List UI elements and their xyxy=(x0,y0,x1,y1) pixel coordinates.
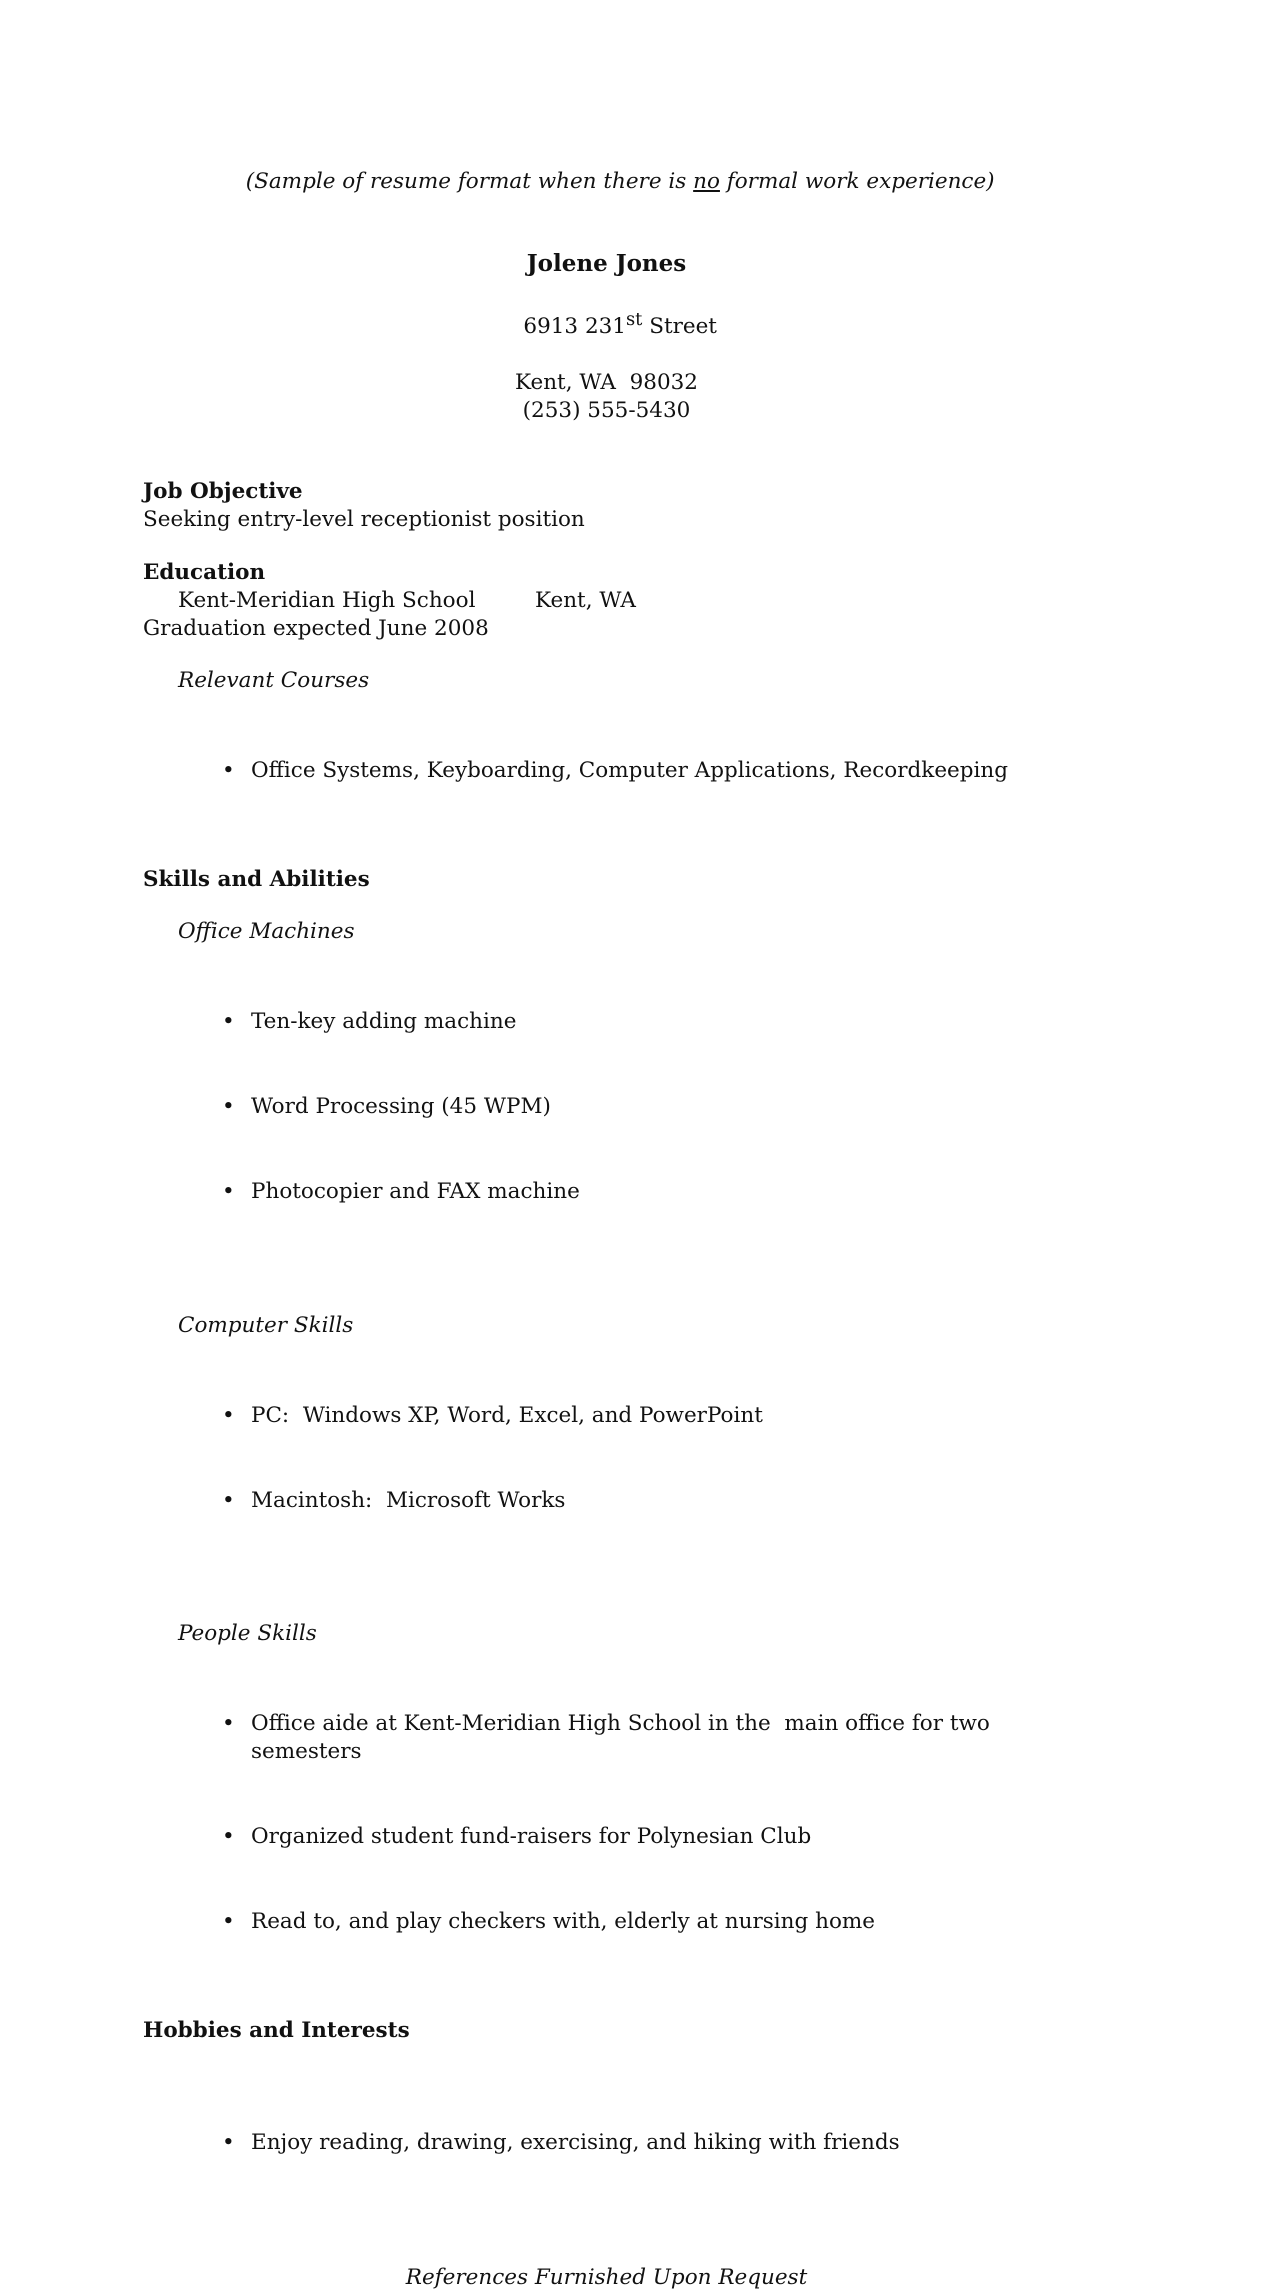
job-objective-text: Seeking entry-level receptionist position xyxy=(143,507,585,533)
list-item-text: Macintosh: Microsoft Works xyxy=(251,1488,566,1514)
list-item xyxy=(143,1710,1070,1766)
list-item-text: Read to, and play checkers with, elderly at nursing home xyxy=(251,1909,876,1935)
list-item xyxy=(143,2129,1070,2157)
phone-number: (253) 555-5430 xyxy=(522,398,691,424)
sample-note xyxy=(143,140,1070,224)
bullet-icon: • xyxy=(222,1488,235,1514)
sample-note-prefix: (Sample of resume format when there is xyxy=(245,169,694,194)
computer-skills-list xyxy=(143,1346,1070,1571)
street-name: Street xyxy=(642,314,717,340)
bullet-icon: • xyxy=(222,1094,235,1120)
city-state-zip: Kent, WA 98032 xyxy=(515,370,698,396)
sample-note-suffix: formal work experience) xyxy=(719,169,995,194)
bullet-icon: • xyxy=(222,1824,235,1850)
list-item xyxy=(143,1402,1070,1430)
list-item-text: PC: Windows XP, Word, Excel, and PowerPoint xyxy=(251,1403,763,1429)
sample-note-underlined-word: no xyxy=(693,169,720,194)
section-title-job-objective: Job Objective xyxy=(143,479,303,505)
list-item xyxy=(143,1093,1070,1121)
subsection-title-computer-skills: Computer Skills xyxy=(178,1313,354,1339)
applicant-name: Jolene Jones xyxy=(526,250,687,277)
bullet-icon: • xyxy=(222,1009,235,1035)
education-school-row xyxy=(178,587,1070,615)
people-skills-list xyxy=(143,1654,1070,1992)
list-item xyxy=(143,1487,1070,1515)
section-title-hobbies-and-interests: Hobbies and Interests xyxy=(143,2018,410,2044)
list-item-text: Photocopier and FAX machine xyxy=(251,1179,580,1205)
list-item xyxy=(143,757,1070,785)
education-school: Kent-Meridian High School xyxy=(178,588,476,614)
list-item xyxy=(143,1823,1070,1851)
street-number: 6913 231 xyxy=(523,314,626,340)
list-item xyxy=(143,1908,1070,1936)
subsection-title-relevant-courses: Relevant Courses xyxy=(178,668,370,694)
street-address xyxy=(143,278,1070,369)
hobbies-list xyxy=(143,2073,1070,2213)
section-title-education: Education xyxy=(143,560,266,586)
subsection-title-office-machines: Office Machines xyxy=(178,919,355,945)
list-item-text: Ten-key adding machine xyxy=(251,1009,517,1035)
relevant-courses-list xyxy=(143,701,1070,841)
street-ordinal-suffix: st xyxy=(625,309,643,330)
bullet-icon: • xyxy=(222,1909,235,1935)
list-item-text: Word Processing (45 WPM) xyxy=(251,1094,551,1120)
bullet-icon: • xyxy=(222,1403,235,1429)
list-item-text: Enjoy reading, drawing, exercising, and hiking with friends xyxy=(251,2130,900,2156)
bullet-icon: • xyxy=(222,1711,235,1737)
education-location: Kent, WA xyxy=(535,588,636,614)
subsection-title-people-skills: People Skills xyxy=(178,1621,317,1647)
bullet-icon: • xyxy=(222,758,235,784)
list-item-text: Office aide at Kent-Meridian High School in the main office for two semesters xyxy=(251,1711,997,1765)
section-title-skills-and-abilities: Skills and Abilities xyxy=(143,867,370,893)
list-item xyxy=(143,1178,1070,1206)
bullet-icon: • xyxy=(222,2130,235,2156)
bullet-icon: • xyxy=(222,1179,235,1205)
list-item-text: Office Systems, Keyboarding, Computer Applications, Recordkeeping xyxy=(251,758,1009,784)
list-item xyxy=(143,1008,1070,1036)
list-item-text: Organized student fund-raisers for Polynesian Club xyxy=(251,1824,812,1850)
education-graduation: Graduation expected June 2008 xyxy=(143,616,489,642)
references-note: References Furnished Upon Request xyxy=(405,2265,808,2291)
office-machines-list xyxy=(143,952,1070,1262)
